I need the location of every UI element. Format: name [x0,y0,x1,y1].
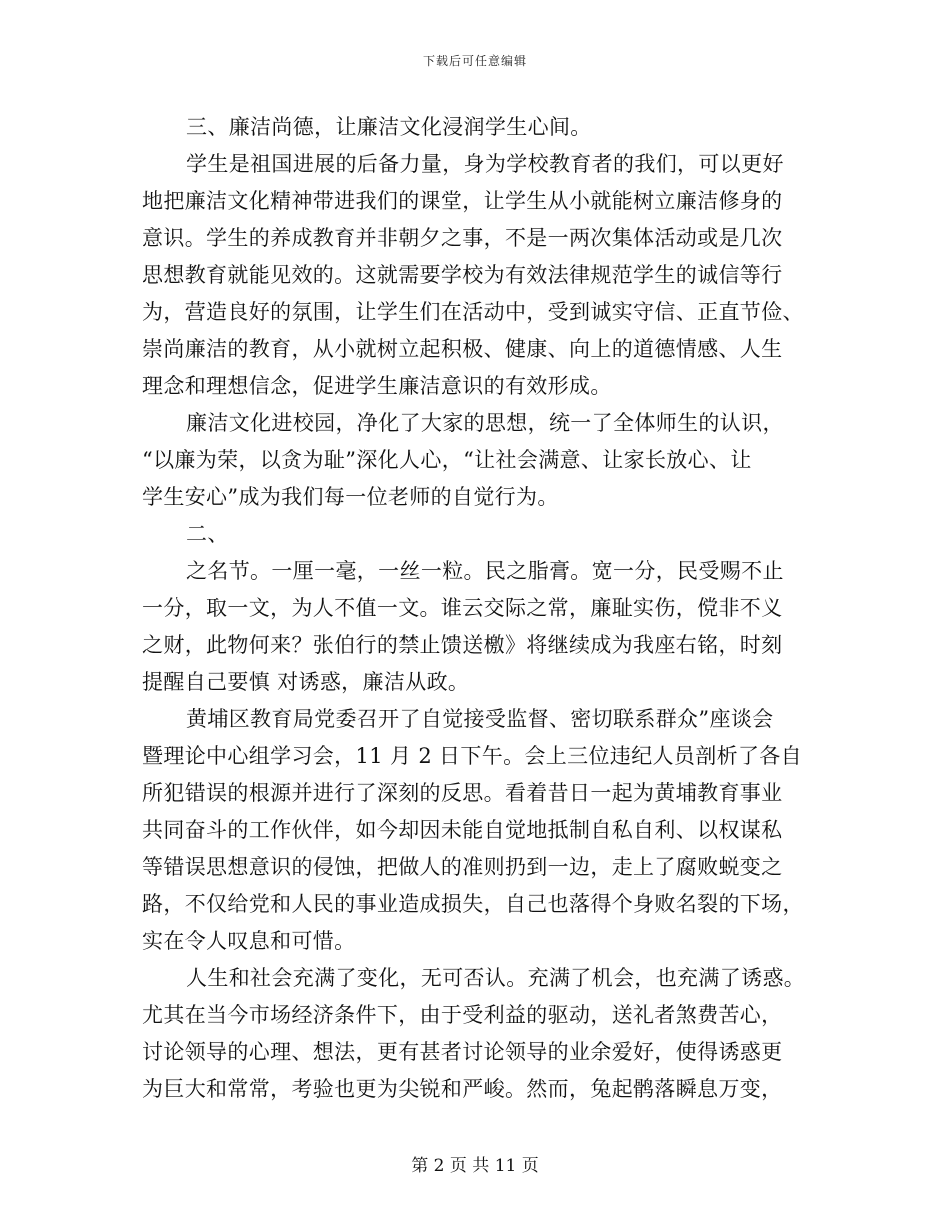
paragraph-line: 学生是祖国进展的后备力量，身为学校教育者的我们，可以更好 [186,152,784,176]
paragraph-line: 思想教育就能见效的。这就需要学校为有效法律规范学生的诚信等行 [142,263,783,287]
paragraph-line: 所犯错误的根源并进行了深刻的反思。看着昔日一起为黄埔教育事业 [142,781,783,805]
paragraph-line: 学生安心”成为我们每一位老师的自觉行为。 [142,485,559,509]
paragraph-line: 理念和理想信念，促进学生廉洁意识的有效形成。 [142,374,612,398]
paragraph-line: 地把廉洁文化精神带进我们的课堂，让学生从小就能树立廉洁修身的 [142,189,783,213]
paragraph-line: 之名节。一厘一毫，一丝一粒。民之脂膏。宽一分，民受赐不止 [186,559,784,583]
paragraph-line: 路，不仅给党和人民的事业造成损失，自己也落得个身败名裂的下场， [142,892,804,916]
paragraph-line: 一分，取一文，为人不值一文。谁云交际之常，廉耻实伤，傥非不义 [142,596,783,620]
paragraph-line: 为，营造良好的氛围，让学生们在活动中，受到诚实守信、正直节俭、 [142,300,804,324]
document-body [142,109,842,1108]
page-number-footer: 第 2 页 共 11 页 [411,1156,539,1176]
paragraph-line: 提醒自己要慎 对诱惑，廉洁从政。 [142,670,470,694]
section-heading-two: 二、 [186,522,229,546]
paragraph-line: 廉洁文化进校园，净化了大家的思想，统一了全体师生的认识， [186,411,784,435]
paragraph-line: 黄埔区教育局党委召开了自觉接受监督、密切联系群众”座谈会 [186,707,774,731]
paragraph-line: “以廉为荣，以贪为耻”深化人心，“让社会满意、让家长放心、让 [142,448,752,472]
paragraph-line: 实在令人叹息和可惜。 [142,929,356,953]
page-header: 下载后可任意编辑 [422,54,527,68]
paragraph-line: 共同奋斗的工作伙伴，如今却因未能自觉地抵制自私自利、以权谋私 [142,818,783,842]
paragraph-line: 为巨大和常常，考验也更为尖锐和严峻。然而，兔起鹘落瞬息万变， [142,1077,783,1101]
paragraph-line: 暨理论中心组学习会，11 月 2 日下午。会上三位违纪人员剖析了各自 [142,744,803,768]
paragraph-line: 意识。学生的养成教育并非朝夕之事，不是一两次集体活动或是几次 [142,226,783,250]
paragraph-line: 讨论领导的心理、想法，更有甚者讨论领导的业余爱好，使得诱惑更 [142,1040,783,1064]
paragraph-line: 崇尚廉洁的教育，从小就树立起积极、健康、向上的道德情感、人生 [142,337,783,361]
paragraph-line: 尤其在当今市场经济条件下，由于受利益的驱动，送礼者煞费苦心， [142,1003,783,1027]
paragraph-line: 人生和社会充满了变化，无可否认。充满了机会，也充满了诱惑。 [186,966,806,990]
section-heading-three: 三、廉洁尚德，让廉洁文化浸润学生心间。 [186,115,592,139]
paragraph-line: 等错误思想意识的侵蚀，把做人的准则扔到一边，走上了腐败蜕变之 [142,855,783,879]
paragraph-line: 之财，此物何来？张伯行的禁止馈送檄》将继续成为我座右铭，时刻 [142,633,783,657]
